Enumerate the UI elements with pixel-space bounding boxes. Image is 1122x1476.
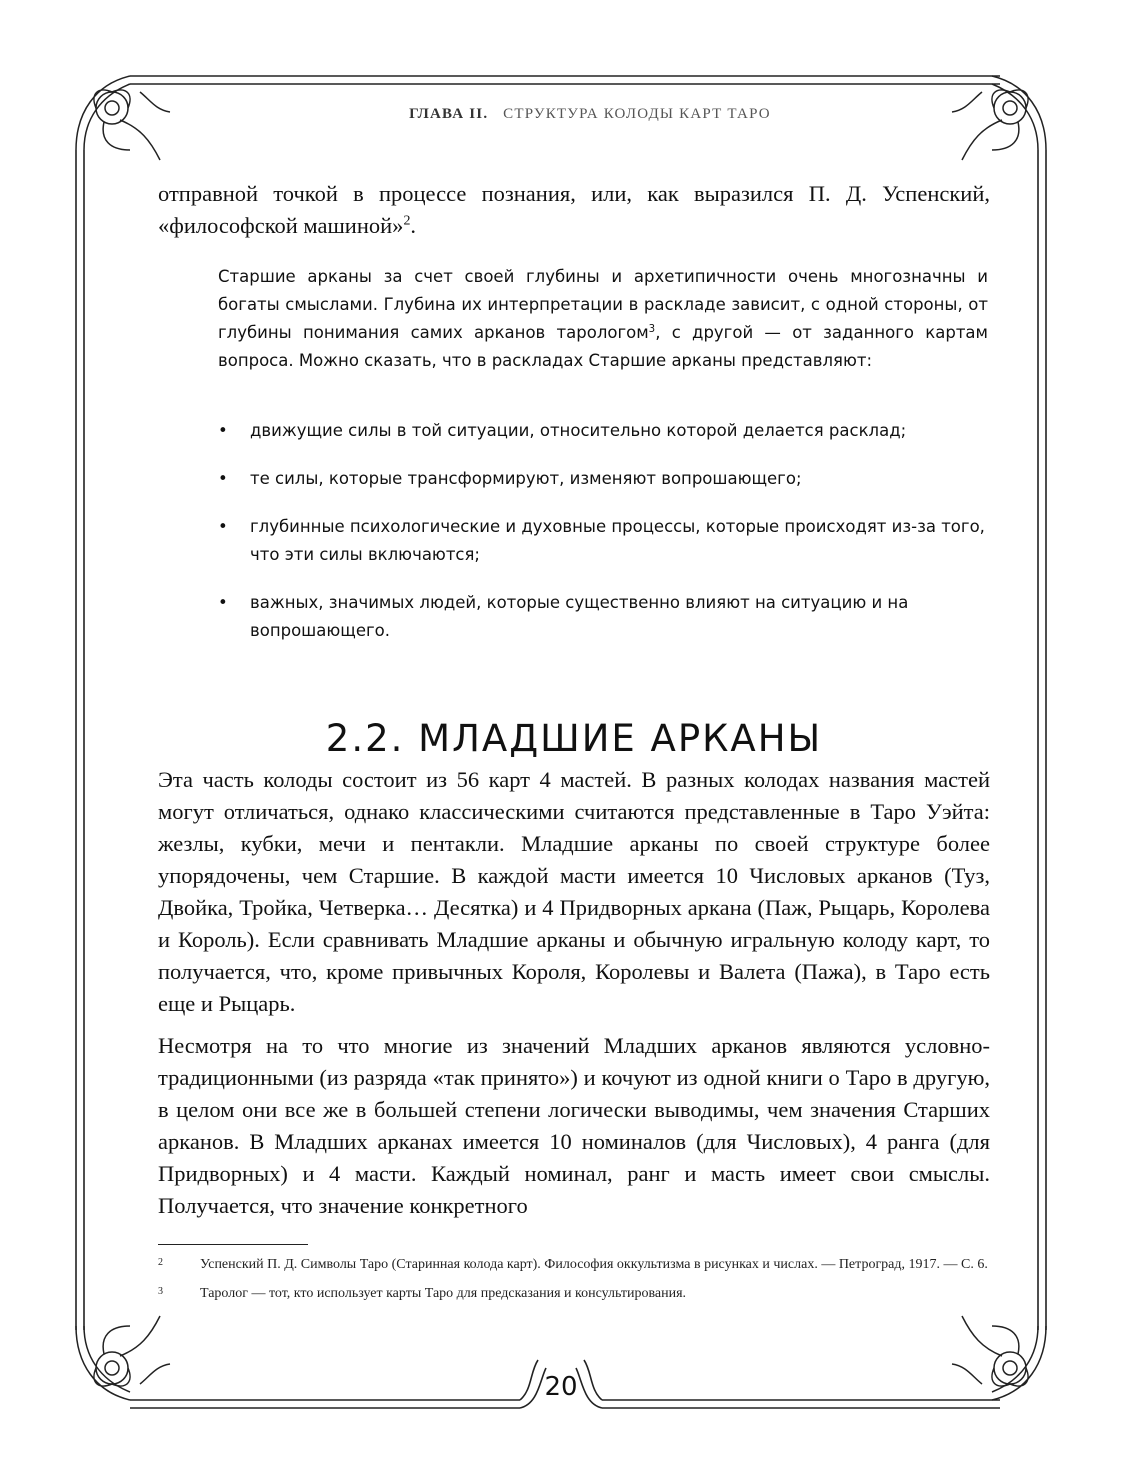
intro-paragraph — [158, 178, 990, 242]
footnotes — [158, 1254, 990, 1312]
footnote-divider — [158, 1244, 308, 1245]
body-paragraph-1: Эта часть колоды состоит из 56 карт 4 мастей. В разных колодах названия мастей могут отличаться, однако классическими считаются представленные в Таро Уэйта: жезлы, кубки, мечи и пентакли. Младшие арканы по своей структуре более упорядочены, чем Старшие. В каждой масти имеется 10 Числовых арканов (Туз, Двойка, Тройка, Четверка… Десятка) и 4 Придворных аркана (Паж, Рыцарь, Королева и Король). Если сравнивать Младшие арканы и обычную игральную колоду карт, то получается, что, кроме привычных Короля, Королевы и Валета (Пажа), в Таро есть еще и Рыцарь. — [158, 767, 990, 1016]
list-item — [218, 513, 988, 569]
footnote-ref-2[interactable]: 2 — [403, 213, 411, 229]
bullet-icon: • — [218, 469, 228, 488]
footnote-ref-3[interactable]: 3 — [648, 323, 656, 335]
section-heading: 2.2. МЛАДШИЕ АРКАНЫ — [325, 716, 823, 760]
bullet-icon: • — [218, 593, 228, 612]
quote-after: , с другой — от заданного картам вопроса. Можно сказать, что в раскладах Старшие арканы представляют: — [218, 323, 988, 370]
footnote-text: Успенский П. Д. Символы Таро (Старинная колода карт). Философия оккультизма в рисунках и числах. — Петроград, 1917. — С. 6. — [200, 1257, 988, 1272]
page-number: 20 — [544, 1372, 578, 1402]
chapter-label: ГЛАВА II. — [409, 106, 489, 122]
list-item-text: те силы, которые трансформируют, изменяют вопрошающего; — [250, 469, 802, 488]
list-item-text: важных, значимых людей, которые существенно влияют на ситуацию и на вопрошающего. — [250, 593, 909, 640]
list-item — [218, 589, 988, 645]
footnote-3 — [158, 1283, 990, 1305]
list-item-text: глубинные психологические и духовные процессы, которые происходят из-за того, что эти силы включаются; — [250, 517, 985, 564]
list-item — [218, 465, 988, 493]
running-header — [360, 106, 820, 123]
intro-after: . — [410, 213, 417, 238]
bullet-icon: • — [218, 421, 228, 440]
list-item-text: движущие силы в той ситуации, относительно которой делается расклад; — [250, 421, 907, 440]
intro-text: отправной точкой в процессе познания, или, как выразился П. Д. Успенский, «философской машиной» — [158, 181, 990, 238]
list-item — [218, 417, 988, 445]
quote-text: Старшие арканы за счет своей глубины и архетипичности очень многозначны и богаты смыслами. Глубина их интерпретации в раскладе зависит, с одной стороны, от глубины понимания самих арканов тарологом — [218, 267, 988, 342]
chapter-title: СТРУКТУРА КОЛОДЫ КАРТ ТАРО — [503, 106, 771, 122]
footnote-2 — [158, 1254, 990, 1276]
footnote-number: 2 — [158, 1257, 163, 1268]
bullet-icon: • — [218, 517, 228, 536]
footnote-number: 3 — [158, 1286, 163, 1297]
bullet-list — [218, 417, 988, 665]
body-paragraph-2: Несмотря на то что многие из значений Младших арканов являются условно-традиционными (из разряда «так принято») и кочуют из одной книги о Таро в другую, в целом они все же в большей степени логически выводимы, чем значения Старших арканов. В Младших арканах имеется 10 номиналов (для Числовых), 4 ранга (для Придворных) и 4 масти. Каждый номинал, ранг и масть имеет свои смыслы. Получается, что значение конкретного — [158, 1033, 990, 1218]
highlight-paragraph — [218, 263, 988, 375]
footnote-text: Таролог — тот, кто использует карты Таро для предсказания и консультирования. — [200, 1286, 687, 1301]
